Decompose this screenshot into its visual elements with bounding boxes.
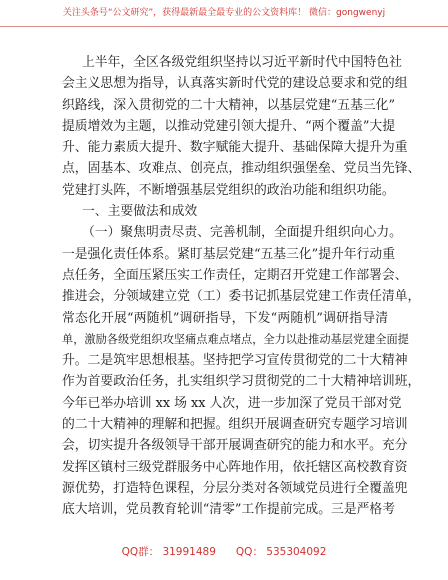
text-line: 会主义思想为指导，认真落实新时代党的建设总要求和党的组 [62, 76, 408, 92]
page-footer-contact: QQ群： 31991489 QQ： 535304092 [121, 546, 327, 558]
section-heading: 一、主要做法和成效 [82, 204, 198, 220]
text-line: 织路线，深入贯彻党的二十大精神，以基层党建“五基三化” [62, 97, 396, 113]
page-header-banner: 关注头条号“公文研究”，获得最新最全最专业的公文资料库！ 微信：gongwenyj [0, 0, 448, 27]
text-line: 会，切实提升各级领导干部开展调查研究的能力和水平。充分 [62, 438, 408, 454]
text-line: 常态化开展“两随机”调研指导，下发“两随机”调研指导清 [62, 310, 388, 326]
text-line: 一是强化责任体系。紧盯基层党建“五基三化”提升年行动重 [62, 246, 396, 262]
text-line: 升。二是筑牢思想根基。坚持把学习宣传贯彻党的二十大精神 [62, 353, 408, 369]
text-line: 源优势，打造特色课程，分层分类对各领域党员进行全覆盖兜 [62, 480, 408, 496]
text-line: 党建打头阵，不断增强基层党组织的政治功能和组织功能。 [62, 182, 395, 198]
text-line: 点，固基本、攻难点、创亮点，推动组织强堡垒、党员当先锋、 [62, 161, 421, 177]
text-line: 单，激励各级党组织攻坚痛点难点堵点，全力以赴推动基层党建全面提 [62, 332, 409, 346]
text-line: 作为首要政治任务，扎实组织学习贯彻党的二十大精神培训班， [62, 374, 421, 390]
text-line: 上半年，全区各级党组织坚持以习近平新时代中国特色社 [82, 55, 402, 70]
subsection-heading: （一）聚焦明责尽责、完善机制，全面提升组织向心力。 [82, 225, 402, 241]
text-line: 底大培训，党员教育轮训“清零”工作提前完成。三是严格考 [62, 502, 396, 518]
text-line: 发挥区镇村三级党群服务中心阵地作用，依托辖区高校教育资 [62, 459, 408, 475]
document-body [62, 52, 421, 521]
text-line: 推进会，分领域建立党（工）委书记抓基层党建工作责任清单， [62, 289, 421, 305]
text-line: 升、能力素质大提升、数字赋能大提升、基础保障大提升为重 [62, 140, 408, 156]
text-line: 点任务，全面压紧压实工作责任，定期召开党建工作部署会、 [62, 267, 408, 283]
text-line: 提质增效为主题，以推动党建引领大提升、“两个覆盖”大提 [62, 118, 396, 134]
text-line: 今年已举办培训 xx 场 xx 人次，进一步加深了党员干部对党 [62, 395, 402, 411]
text-line: 的二十大精神的理解和把握。组织开展调查研究专题学习培训 [62, 417, 408, 433]
